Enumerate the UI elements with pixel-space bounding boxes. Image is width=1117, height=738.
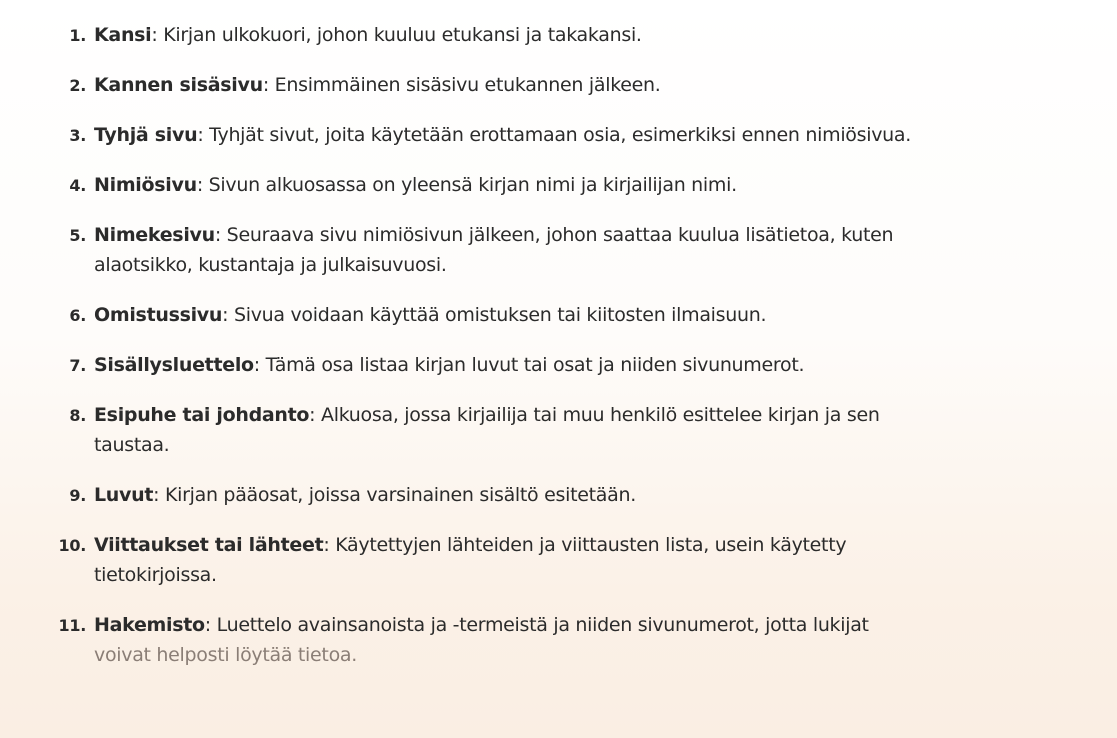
item-description: : Käytettyjen lähteiden ja viittausten lista, usein käytetty xyxy=(323,534,847,556)
item-term: Nimiösivu xyxy=(94,174,197,196)
item-number: 5. xyxy=(69,226,86,245)
item-term: Luvut xyxy=(94,484,154,506)
item-term: Kansi xyxy=(94,24,152,46)
list-item xyxy=(0,220,1117,280)
item-description-continued: taustaa. xyxy=(94,434,170,456)
item-description: : Tämä osa listaa kirjan luvut tai osat ja niiden sivunumerot. xyxy=(253,354,805,376)
item-term: Kannen sisäsivu xyxy=(94,74,263,96)
item-number: 10. xyxy=(58,536,86,555)
item-number: 11. xyxy=(58,616,86,635)
item-term: Nimekesivu xyxy=(94,224,215,246)
list-item xyxy=(0,70,1117,100)
item-description: : Ensimmäinen sisäsivu etukannen jälkeen. xyxy=(262,74,661,96)
item-term: Sisällysluettelo xyxy=(94,354,254,376)
item-description-continued: tietokirjoissa. xyxy=(94,564,217,586)
list-item xyxy=(0,480,1117,510)
item-number: 4. xyxy=(69,176,86,195)
item-term: Hakemisto xyxy=(94,614,205,636)
item-description: : Tyhjät sivut, joita käytetään erottamaan osia, esimerkiksi ennen nimiösivua. xyxy=(197,124,911,146)
item-description: : Sivun alkuosassa on yleensä kirjan nimi ja kirjailijan nimi. xyxy=(196,174,737,196)
list-item xyxy=(0,120,1117,150)
item-number: 9. xyxy=(69,486,86,505)
item-term: Esipuhe tai johdanto xyxy=(94,404,310,426)
book-parts-list xyxy=(0,20,1117,690)
list-item xyxy=(0,400,1117,460)
item-number: 3. xyxy=(69,126,86,145)
item-description: : Seuraava sivu nimiösivun jälkeen, johon saattaa kuulua lisätietoa, kuten xyxy=(214,224,894,246)
list-item xyxy=(0,530,1117,590)
item-term: Tyhjä sivu xyxy=(94,124,198,146)
item-description: : Sivua voidaan käyttää omistuksen tai kiitosten ilmaisuun. xyxy=(222,304,767,326)
item-description-continued: voivat helposti löytää tietoa. xyxy=(94,644,357,666)
item-description: : Alkuosa, jossa kirjailija tai muu henkilö esittelee kirjan ja sen xyxy=(309,404,880,426)
item-term: Omistussivu xyxy=(94,304,223,326)
item-number: 6. xyxy=(69,306,86,325)
item-description: : Kirjan ulkokuori, johon kuuluu etukansi ja takakansi. xyxy=(151,24,642,46)
item-number: 7. xyxy=(69,356,86,375)
list-item xyxy=(0,610,1117,670)
list-item xyxy=(0,170,1117,200)
item-number: 8. xyxy=(69,406,86,425)
item-number: 1. xyxy=(69,26,86,45)
item-description: : Luettelo avainsanoista ja -termeistä ja niiden sivunumerot, jotta lukijat xyxy=(204,614,869,636)
item-term: Viittaukset tai lähteet xyxy=(94,534,324,556)
item-number: 2. xyxy=(69,76,86,95)
list-item xyxy=(0,350,1117,380)
item-description: : Kirjan pääosat, joissa varsinainen sisältö esitetään. xyxy=(153,484,636,506)
list-item xyxy=(0,20,1117,50)
item-description-continued: alaotsikko, kustantaja ja julkaisuvuosi. xyxy=(94,254,447,276)
list-item xyxy=(0,300,1117,330)
